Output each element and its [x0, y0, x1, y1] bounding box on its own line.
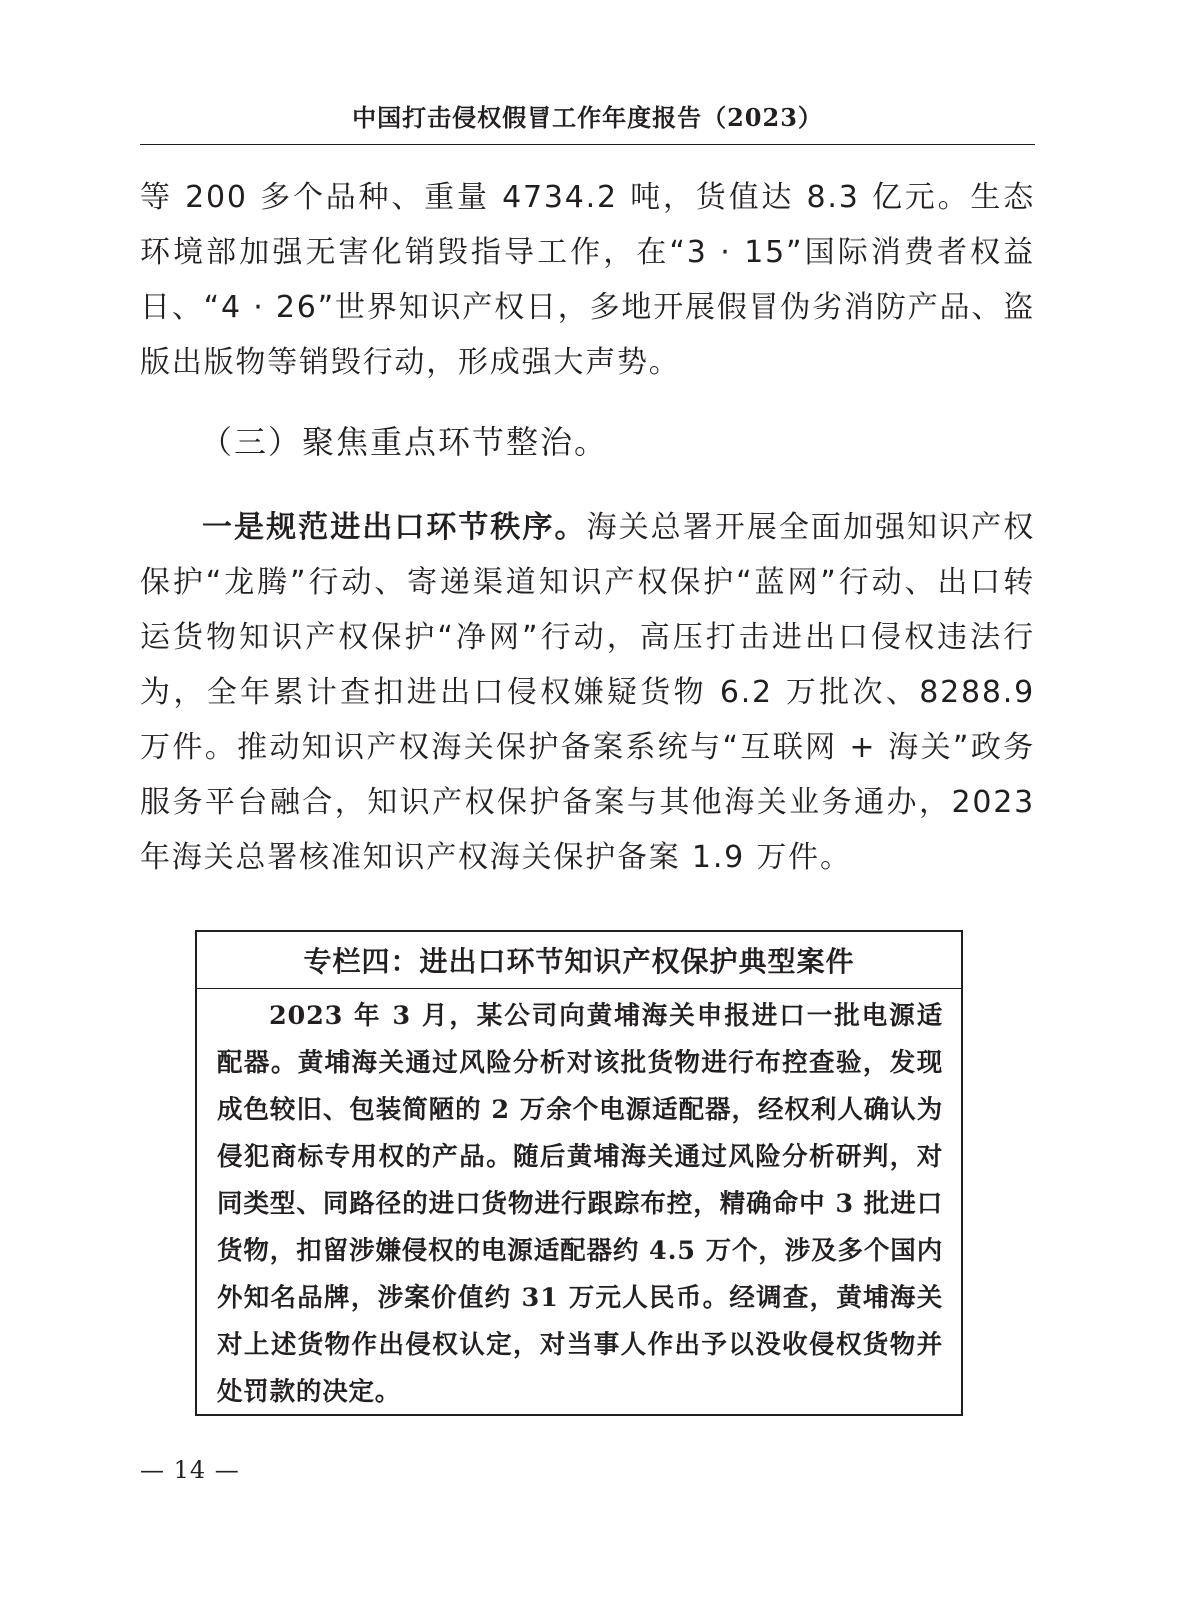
running-header: 中国打击侵权假冒工作年度报告（2023）	[352, 103, 823, 132]
page-number: — 14 —	[140, 1456, 240, 1484]
sidebar-title: 专栏四：进出口环节知识产权保护典型案件	[197, 932, 961, 989]
case-sidebar-box	[195, 930, 963, 1416]
sidebar-body: 2023 年 3 月，某公司向黄埔海关申报进口一批电源适配器。黄埔海关通过风险分析对该批货物进行布控查验，发现成色较旧、包装简陋的 2 万余个电源适配器，经权利人确认为侵犯商标专用权的产品。随后黄埔海关通过风险分析研判，对同类型、同路径的进口货物进行跟踪布控，精确命中 3 批进口货物，扣留涉嫌侵权的电源适配器约 4.5 万个，涉及多个国内外知名品牌，涉案价值约 31 万元人民币。经调查，黄埔海关对上述货物作出侵权认定，对当事人作出予以没收侵权货物并处罚款的决定。	[217, 1001, 943, 1407]
section-heading: （三）聚焦重点环节整治。	[200, 423, 609, 461]
paragraph-lead: 一是规范进出口环节秩序。	[202, 510, 587, 545]
intro-paragraph: 等 200 多个品种、重量 4734.2 吨，货值达 8.3 亿元。生态环境部加强无害化销毁指导工作，在“3 · 15”国际消费者权益日、“4 · 26”世界知识产权日，多地开展假冒伪劣消防产品、盗版出版物等销毁行动，形成强大声势。	[140, 180, 1035, 380]
paragraph-text: 海关总署开展全面加强知识产权保护“龙腾”行动、寄递渠道知识产权保护“蓝网”行动、出口转运货物知识产权保护“净网”行动，高压打击进出口侵权违法行为，全年累计查扣进出口侵权嫌疑货物 6.2 万批次、8288.9 万件。推动知识产权海关保护备案系统与“互联网 + 海关”政务服务平台融合，知识产权保护备案与其他海关业务通办，2023 年海关总署核准知识产权海关保护备案 1.9 万件。	[140, 510, 1035, 875]
header-rule	[140, 144, 1035, 145]
section-paragraph	[140, 500, 1035, 885]
